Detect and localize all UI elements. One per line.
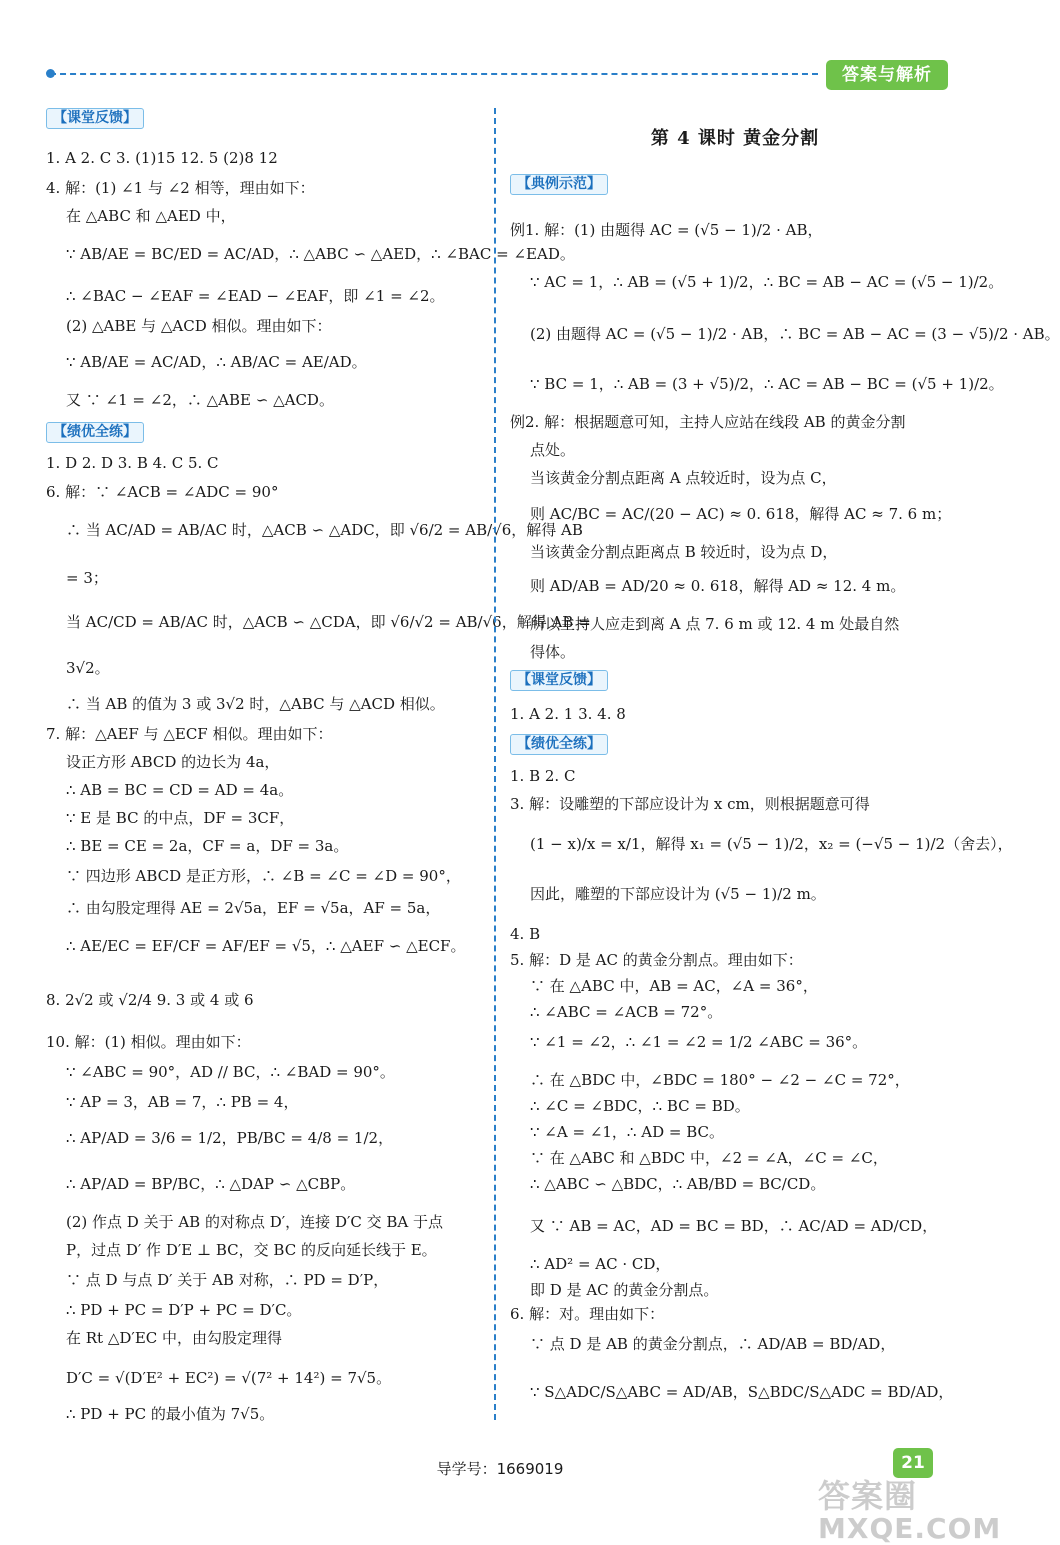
text-line: ∵ 点 D 是 AB 的黄金分割点，∴ AD/AB = BD/AD， — [530, 1335, 896, 1353]
text-line: ∴ PD + PC = D′P + PC = D′C。 — [66, 1301, 302, 1319]
section-tag — [510, 670, 960, 691]
text-line: ∴ AE/EC = EF/CF = AF/EF = √5，∴ △AEF ∽ △ECF。 — [66, 937, 466, 955]
text-line: 5. 解：D 是 AC 的黄金分割点。理由如下： — [510, 951, 803, 969]
section-tag-label: 【绩优全练】 — [510, 734, 608, 755]
text-line: ∵ AC = 1，∴ AB = (√5 + 1)/2，∴ BC = AB − AC = (√5 − 1)/2。 — [530, 273, 1004, 291]
text-line: 8. 2√2 或 √2/4 9. 3 或 4 或 6 — [46, 991, 254, 1009]
section-tag-label: 【典例示范】 — [510, 174, 608, 195]
text-line: 7. 解：△AEF 与 △ECF 相似。理由如下： — [46, 725, 333, 743]
column-divider — [494, 108, 496, 1420]
text-line: 即 D 是 AC 的黄金分割点。 — [530, 1281, 719, 1299]
text-line: ∵ ∠A = ∠1，∴ AD = BC。 — [530, 1123, 724, 1141]
text-line: 4. B — [510, 925, 541, 943]
text-line: (1 − x)/x = x/1，解得 x₁ = (√5 − 1)/2，x₂ = (−√5 − 1)/2（舍去）， — [530, 835, 1013, 853]
text-line: (2) △ABE 与 △ACD 相似。理由如下： — [66, 317, 332, 335]
text-line: 例1. 解：(1) 由题得 AC = (√5 − 1)/2 · AB， — [510, 221, 823, 239]
guide-number: 导学号：1669019 — [436, 1460, 564, 1478]
text-line: 1. A 2. 1 3. 4. 8 — [510, 705, 626, 723]
text-line: 3√2。 — [66, 659, 110, 677]
text-line: ∵ 在 △ABC 中，AB = AC，∠A = 36°， — [530, 977, 818, 995]
text-line: ∴ 由勾股定理得 AE = 2√5a，EF = √5a，AF = 5a， — [66, 899, 441, 917]
text-line: 当该黄金分割点距离 A 点较近时，设为点 C， — [530, 469, 837, 487]
section-tag — [46, 422, 480, 443]
watermark-logo: 答案圈 — [818, 1477, 918, 1515]
text-line: 设正方形 ABCD 的边长为 4a， — [66, 753, 280, 771]
text-line: ∴ 当 AC/AD = AB/AC 时，△ACB ∽ △ADC，即 √6/2 = AB/√6，解得 AB — [66, 521, 583, 539]
text-line: ∵ S△ADC/S△ABC = AD/AB，S△BDC/S△ADC = BD/AD， — [530, 1383, 954, 1401]
text-line: ∵ AP = 3，AB = 7，∴ PB = 4， — [66, 1093, 299, 1111]
text-line: 6. 解：对。理由如下： — [510, 1305, 665, 1323]
text-line: ∴ AP/AD = BP/BC，∴ △DAP ∽ △CBP。 — [66, 1175, 356, 1193]
section-tag-label: 【课堂反馈】 — [46, 108, 144, 129]
text-line: 当该黄金分割点距离点 B 较近时，设为点 D， — [530, 543, 838, 561]
lesson-title: 第 4 课时 黄金分割 — [650, 128, 820, 149]
section-badge: 答案与解析 — [826, 60, 948, 90]
text-line: 10. 解：(1) 相似。理由如下： — [46, 1033, 251, 1051]
text-line: 1. D 2. D 3. B 4. C 5. C — [46, 454, 219, 472]
text-line: 因此，雕塑的下部应设计为 (√5 − 1)/2 m。 — [530, 885, 826, 903]
text-line: 当 AC/CD = AB/AC 时，△ACB ∽ △CDA，即 √6/√2 = AB/√6，解得 AB = — [66, 613, 591, 631]
text-line: 例2. 解：根据题意可知，主持人应站在线段 AB 的黄金分割 — [510, 413, 906, 431]
text-line: (2) 作点 D 关于 AB 的对称点 D′，连接 D′C 交 BA 于点 — [66, 1213, 444, 1231]
section-tag — [510, 174, 960, 195]
section-tag-label: 【绩优全练】 — [46, 422, 144, 443]
text-line: 则 AC/BC = AC/(20 − AC) ≈ 0. 618，解得 AC ≈ 7. 6 m； — [530, 505, 952, 523]
text-line: ∴ BE = CE = 2a，CF = a，DF = 3a。 — [66, 837, 349, 855]
section-tag — [510, 734, 960, 755]
text-line: 又 ∵ ∠1 = ∠2，∴ △ABE ∽ △ACD。 — [66, 391, 334, 409]
text-line: 则 AD/AB = AD/20 ≈ 0. 618，解得 AD ≈ 12. 4 m。 — [530, 577, 906, 595]
header-rule — [50, 73, 818, 75]
text-line: ∴ ∠C = ∠BDC，∴ BC = BD。 — [530, 1097, 750, 1115]
text-line: 在 Rt △D′EC 中，由勾股定理得 — [66, 1329, 283, 1347]
text-line: ∵ E 是 BC 的中点，DF = 3CF， — [66, 809, 295, 827]
text-line: 又 ∵ AB = AC，AD = BC = BD，∴ AC/AD = AD/CD， — [530, 1217, 938, 1235]
text-line: ∵ ∠1 = ∠2，∴ ∠1 = ∠2 = 1/2 ∠ABC = 36°。 — [530, 1033, 868, 1051]
text-line: 4. 解：(1) ∠1 与 ∠2 相等，理由如下： — [46, 179, 315, 197]
text-line: 点处。 — [530, 441, 576, 459]
text-line: ∵ ∠ABC = 90°，AD // BC，∴ ∠BAD = 90°。 — [66, 1063, 395, 1081]
text-line: ∴ AB = BC = CD = AD = 4a。 — [66, 781, 294, 799]
text-line: ∴ PD + PC 的最小值为 7√5。 — [66, 1405, 275, 1423]
section-tag — [46, 108, 480, 129]
text-line: P，过点 D′ 作 D′E ⊥ BC，交 BC 的反向延长线于 E。 — [66, 1241, 437, 1259]
text-line: (2) 由题得 AC = (√5 − 1)/2 · AB，∴ BC = AB − AC = (3 − √5)/2 · AB。 — [530, 325, 1060, 343]
text-line: ∴ AP/AD = 3/6 = 1/2，PB/BC = 4/8 = 1/2， — [66, 1129, 394, 1147]
text-line: = 3； — [66, 569, 108, 587]
text-line: 得体。 — [530, 643, 576, 661]
text-line: ∵ 在 △ABC 和 △BDC 中，∠2 = ∠A，∠C = ∠C， — [530, 1149, 888, 1167]
page-number: 21 — [893, 1448, 933, 1478]
text-line: ∴ 在 △BDC 中，∠BDC = 180° − ∠2 − ∠C = 72°， — [530, 1071, 910, 1089]
section-tag-label: 【课堂反馈】 — [510, 670, 608, 691]
watermark-url: MXQE.COM — [818, 1512, 1002, 1545]
text-line: ∴ △ABC ∽ △BDC，∴ AB/BD = BC/CD。 — [530, 1175, 826, 1193]
text-line: ∴ ∠ABC = ∠ACB = 72°。 — [530, 1003, 723, 1021]
text-line: 3. 解：设雕塑的下部应设计为 x cm，则根据题意可得 — [510, 795, 870, 813]
text-line: D′C = √(D′E² + EC²) = √(7² + 14²) = 7√5。 — [66, 1369, 392, 1387]
text-line: ∴ AD² = AC · CD， — [530, 1255, 671, 1273]
text-line: 所以主持人应走到离 A 点 7. 6 m 或 12. 4 m 处最自然 — [530, 615, 900, 633]
text-line: ∵ AB/AE = BC/ED = AC/AD，∴ △ABC ∽ △AED，∴ ∠BAC = ∠EAD。 — [66, 245, 575, 263]
text-line: ∵ 点 D 与点 D′ 关于 AB 对称，∴ PD = D′P， — [66, 1271, 389, 1289]
text-line: 在 △ABC 和 △AED 中， — [66, 207, 236, 225]
text-line: 6. 解：∵ ∠ACB = ∠ADC = 90° — [46, 483, 279, 501]
text-line: ∵ AB/AE = AC/AD，∴ AB/AC = AE/AD。 — [66, 353, 367, 371]
text-line: ∵ 四边形 ABCD 是正方形，∴ ∠B = ∠C = ∠D = 90°， — [66, 867, 461, 885]
text-line: ∵ BC = 1，∴ AB = (3 + √5)/2，∴ AC = AB − BC = (√5 + 1)/2。 — [530, 375, 1004, 393]
text-line: 1. B 2. C — [510, 767, 576, 785]
text-line: ∴ ∠BAC − ∠EAF = ∠EAD − ∠EAF，即 ∠1 = ∠2。 — [66, 287, 445, 305]
text-line: ∴ 当 AB 的值为 3 或 3√2 时，△ABC 与 △ACD 相似。 — [66, 695, 445, 713]
text-line: 1. A 2. C 3. (1)15 12. 5 (2)8 12 — [46, 149, 278, 167]
